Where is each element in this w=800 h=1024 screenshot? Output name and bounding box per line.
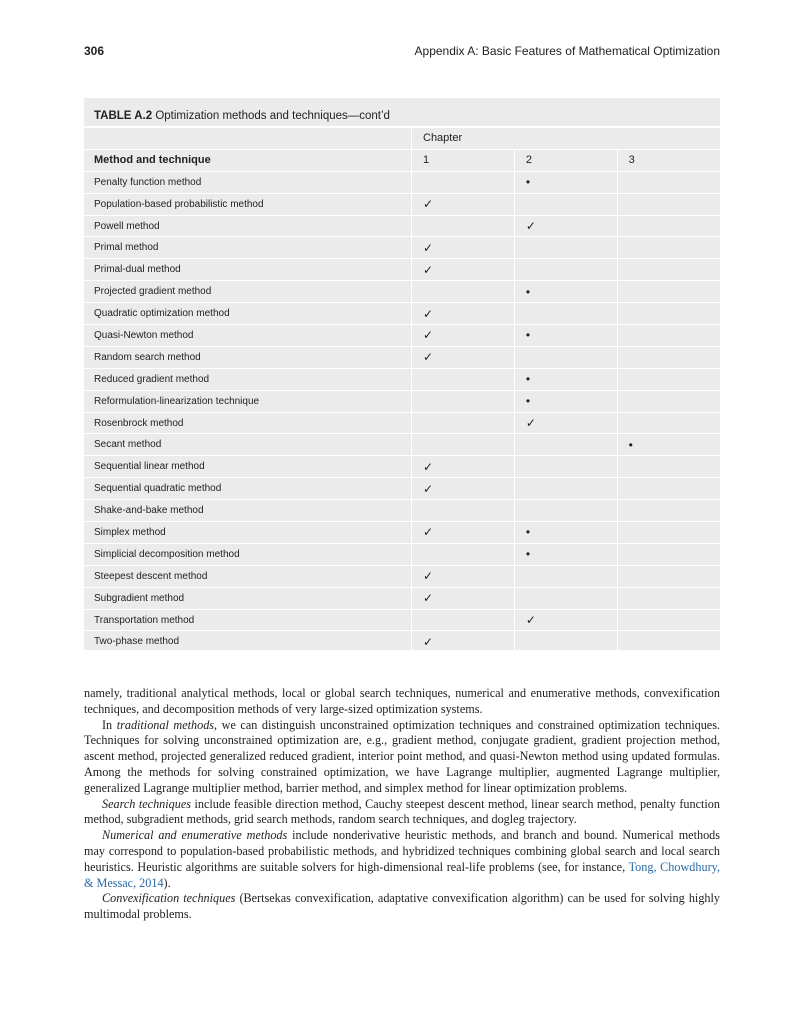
chapter-2-cell: [514, 259, 617, 281]
table-label: TABLE A.2: [94, 110, 153, 122]
chapter-1-cell: [412, 303, 515, 325]
bullet-mark-icon: •: [628, 437, 633, 452]
chapter-1-cell: [412, 631, 515, 653]
paragraph-2: [84, 718, 720, 797]
running-header: Appendix A: Basic Features of Mathematical Optimization: [414, 44, 720, 58]
p2-term: traditional methods,: [116, 717, 218, 732]
p3-term: Search techniques: [102, 796, 191, 811]
method-name-cell: Powell method: [84, 215, 412, 237]
chapter-3-cell: [617, 565, 720, 587]
method-name-cell: Steepest descent method: [84, 565, 412, 587]
method-name-cell: Quasi-Newton method: [84, 325, 412, 347]
method-name-cell: Simplex method: [84, 522, 412, 544]
bullet-mark-icon: •: [525, 372, 531, 387]
method-name-cell: Population-based probabilistic method: [84, 193, 412, 215]
table-row: [84, 390, 720, 412]
chapter-1-cell: [412, 412, 515, 434]
check-mark-icon: ✓: [525, 613, 536, 628]
table-row: [84, 171, 720, 193]
chapter-2-cell: [514, 478, 617, 500]
chapter-1-cell: [412, 587, 515, 609]
chapter-1-cell: [412, 522, 515, 544]
p4-text: include nonderivative heuristic methods, and branch and bound. Numerical methods may correspond to population-based probabilistic methods, and hybridized techniques combining global search and local search heuristics. Heuristic algorithms are suitable solvers for high-dimensional real-life problems (see, for instance,: [84, 828, 721, 874]
method-name-cell: Subgradient method: [84, 587, 412, 609]
chapter-2-cell: [514, 543, 617, 565]
chapter-3-cell: [617, 456, 720, 478]
table-row: [84, 281, 720, 303]
chapter-1-cell: [412, 565, 515, 587]
chapter-1-cell: [412, 609, 515, 631]
table-caption: [94, 110, 390, 122]
bullet-mark-icon: •: [525, 284, 531, 299]
table-row: [84, 565, 720, 587]
chapter-3-cell: [617, 303, 720, 325]
table-row: [84, 543, 720, 565]
chapter-2-cell: [514, 193, 617, 215]
method-name-cell: Simplicial decomposition method: [84, 543, 412, 565]
chapter-3-cell: [617, 368, 720, 390]
check-mark-icon: ✓: [423, 240, 434, 255]
method-name-cell: Primal method: [84, 237, 412, 259]
chapter-1-cell: [412, 456, 515, 478]
check-mark-icon: ✓: [423, 306, 434, 321]
chapter-3-cell: [617, 631, 720, 653]
chapter-2-cell: [514, 368, 617, 390]
chapter-3-cell: [617, 281, 720, 303]
method-name-cell: Projected gradient method: [84, 281, 412, 303]
chapter-1-cell: [412, 543, 515, 565]
chapter-3-cell: [617, 325, 720, 347]
method-name-cell: Primal-dual method: [84, 259, 412, 281]
p2-text: we can distinguish unconstrained optimization techniques and constrained optimization techniques. Techniques for solving unconstrained optimization are, e.g., gradient method, conjugate gradient, gradient projection method, ascent method, projected generalized reduced gradient, interior point method, and quasi-Newton method using updated formulas. Among the methods for solving constrained optimization, we have Lagrange multiplier, augmented Lagrange multiplier, generalized Lagrange multiplier method, barrier method, and simplex method for linear optimization problems.: [84, 717, 720, 795]
methods-table: [84, 128, 720, 653]
citation-link[interactable]: Tong, Chowdhury, & Messac, 2014: [84, 859, 720, 890]
chapter-1-cell: [412, 368, 515, 390]
bullet-mark-icon: •: [525, 547, 531, 562]
check-mark-icon: ✓: [423, 459, 434, 474]
p4-end: ).: [163, 875, 171, 890]
chapter-3-header: 3: [617, 149, 720, 171]
chapter-1-cell: [412, 478, 515, 500]
table-row: [84, 587, 720, 609]
bullet-mark-icon: •: [525, 175, 531, 190]
chapter-3-cell: [617, 390, 720, 412]
table-row: [84, 412, 720, 434]
chapter-1-cell: [412, 434, 515, 456]
chapter-1-header: 1: [412, 149, 515, 171]
chapter-1-cell: [412, 193, 515, 215]
table-row: [84, 631, 720, 653]
chapter-2-cell: [514, 237, 617, 259]
chapter-2-header: 2: [514, 149, 617, 171]
table-row: [84, 434, 720, 456]
table-row: [84, 346, 720, 368]
table-header-blank: [84, 128, 412, 149]
check-mark-icon: ✓: [423, 262, 434, 277]
chapter-2-cell: [514, 456, 617, 478]
check-mark-icon: ✓: [423, 328, 434, 343]
table-row: [84, 456, 720, 478]
chapter-2-cell: [514, 303, 617, 325]
table-block: [84, 98, 720, 650]
p4-term: Numerical and enumerative methods: [102, 828, 288, 843]
chapter-2-cell: [514, 434, 617, 456]
method-name-cell: Reduced gradient method: [84, 368, 412, 390]
check-mark-icon: ✓: [423, 525, 434, 540]
paragraph-1: namely, traditional analytical methods, local or global search techniques, numerical and enumerative methods, convexification techniques, and decomposition methods of very large-sized optimization systems.: [84, 686, 720, 716]
method-name-cell: Sequential quadratic method: [84, 478, 412, 500]
p2-lead: In: [102, 717, 117, 732]
chapter-3-cell: [617, 215, 720, 237]
chapter-3-cell: [617, 522, 720, 544]
chapter-2-cell: [514, 631, 617, 653]
method-name-cell: Random search method: [84, 346, 412, 368]
table-row: [84, 215, 720, 237]
chapter-3-cell: [617, 543, 720, 565]
chapter-3-cell: [617, 259, 720, 281]
chapter-3-cell: [617, 412, 720, 434]
table-row: [84, 522, 720, 544]
p5-text: (Bertsekas convexification, adaptative convexification algorithm) can be used for solving highly multimodal problems.: [84, 891, 720, 922]
chapter-3-cell: [617, 237, 720, 259]
chapter-1-cell: [412, 325, 515, 347]
p3-text: include feasible direction method, Cauchy steepest descent method, linear search method, penalty function method, subgradient methods, grid search methods, random search techniques, and dogleg trajectory.: [84, 796, 720, 827]
method-name-cell: Quadratic optimization method: [84, 303, 412, 325]
chapter-2-cell: [514, 390, 617, 412]
paragraph-5: [84, 891, 720, 923]
table-row: [84, 500, 720, 522]
chapter-2-cell: [514, 412, 617, 434]
method-name-cell: Secant method: [84, 434, 412, 456]
chapter-2-cell: [514, 346, 617, 368]
p5-term: Convexification techniques: [102, 891, 236, 906]
check-mark-icon: ✓: [525, 416, 536, 431]
chapter-2-cell: [514, 171, 617, 193]
bullet-mark-icon: •: [525, 394, 531, 409]
chapter-group-header: Chapter: [412, 128, 721, 149]
chapter-2-cell: [514, 587, 617, 609]
chapter-3-cell: [617, 500, 720, 522]
chapter-1-cell: [412, 390, 515, 412]
check-mark-icon: ✓: [423, 350, 434, 365]
chapter-3-cell: [617, 478, 720, 500]
method-name-cell: Transportation method: [84, 609, 412, 631]
chapter-3-cell: [617, 171, 720, 193]
check-mark-icon: ✓: [423, 481, 434, 496]
table-group-header-row: [84, 128, 720, 149]
chapter-2-cell: [514, 281, 617, 303]
chapter-1-cell: [412, 281, 515, 303]
bullet-mark-icon: •: [525, 525, 531, 540]
chapter-2-cell: [514, 522, 617, 544]
chapter-3-cell: [617, 609, 720, 631]
chapter-3-cell: [617, 193, 720, 215]
table-row: [84, 259, 720, 281]
table-row: [84, 368, 720, 390]
table-title: Optimization methods and techniques—cont’d: [155, 110, 390, 122]
chapter-1-cell: [412, 346, 515, 368]
method-name-cell: Sequential linear method: [84, 456, 412, 478]
chapter-3-cell: [617, 434, 720, 456]
method-column-header: Method and technique: [84, 149, 412, 171]
table-column-header-row: [84, 149, 720, 171]
table-row: [84, 237, 720, 259]
method-name-cell: Two-phase method: [84, 631, 412, 653]
table-row: [84, 303, 720, 325]
table-row: [84, 193, 720, 215]
table-row: [84, 609, 720, 631]
page-number: 306: [84, 44, 105, 58]
chapter-2-cell: [514, 500, 617, 522]
chapter-3-cell: [617, 346, 720, 368]
chapter-1-cell: [412, 215, 515, 237]
method-name-cell: Reformulation-linearization technique: [84, 390, 412, 412]
chapter-2-cell: [514, 325, 617, 347]
chapter-1-cell: [412, 259, 515, 281]
method-name-cell: Penalty function method: [84, 171, 412, 193]
method-name-cell: Rosenbrock method: [84, 412, 412, 434]
chapter-2-cell: [514, 565, 617, 587]
check-mark-icon: ✓: [423, 634, 434, 649]
chapter-3-cell: [617, 587, 720, 609]
table-row: [84, 325, 720, 347]
method-name-cell: Shake-and-bake method: [84, 500, 412, 522]
check-mark-icon: ✓: [423, 197, 434, 212]
chapter-1-cell: [412, 500, 515, 522]
chapter-1-cell: [412, 171, 515, 193]
table-row: [84, 478, 720, 500]
bullet-mark-icon: •: [525, 328, 531, 343]
check-mark-icon: ✓: [423, 569, 434, 584]
chapter-1-cell: [412, 237, 515, 259]
paragraph-4: [84, 828, 720, 891]
chapter-2-cell: [514, 215, 617, 237]
paragraph-3: [84, 797, 720, 829]
check-mark-icon: ✓: [423, 591, 434, 606]
check-mark-icon: ✓: [525, 219, 536, 233]
chapter-2-cell: [514, 609, 617, 631]
body-text: [84, 686, 720, 923]
